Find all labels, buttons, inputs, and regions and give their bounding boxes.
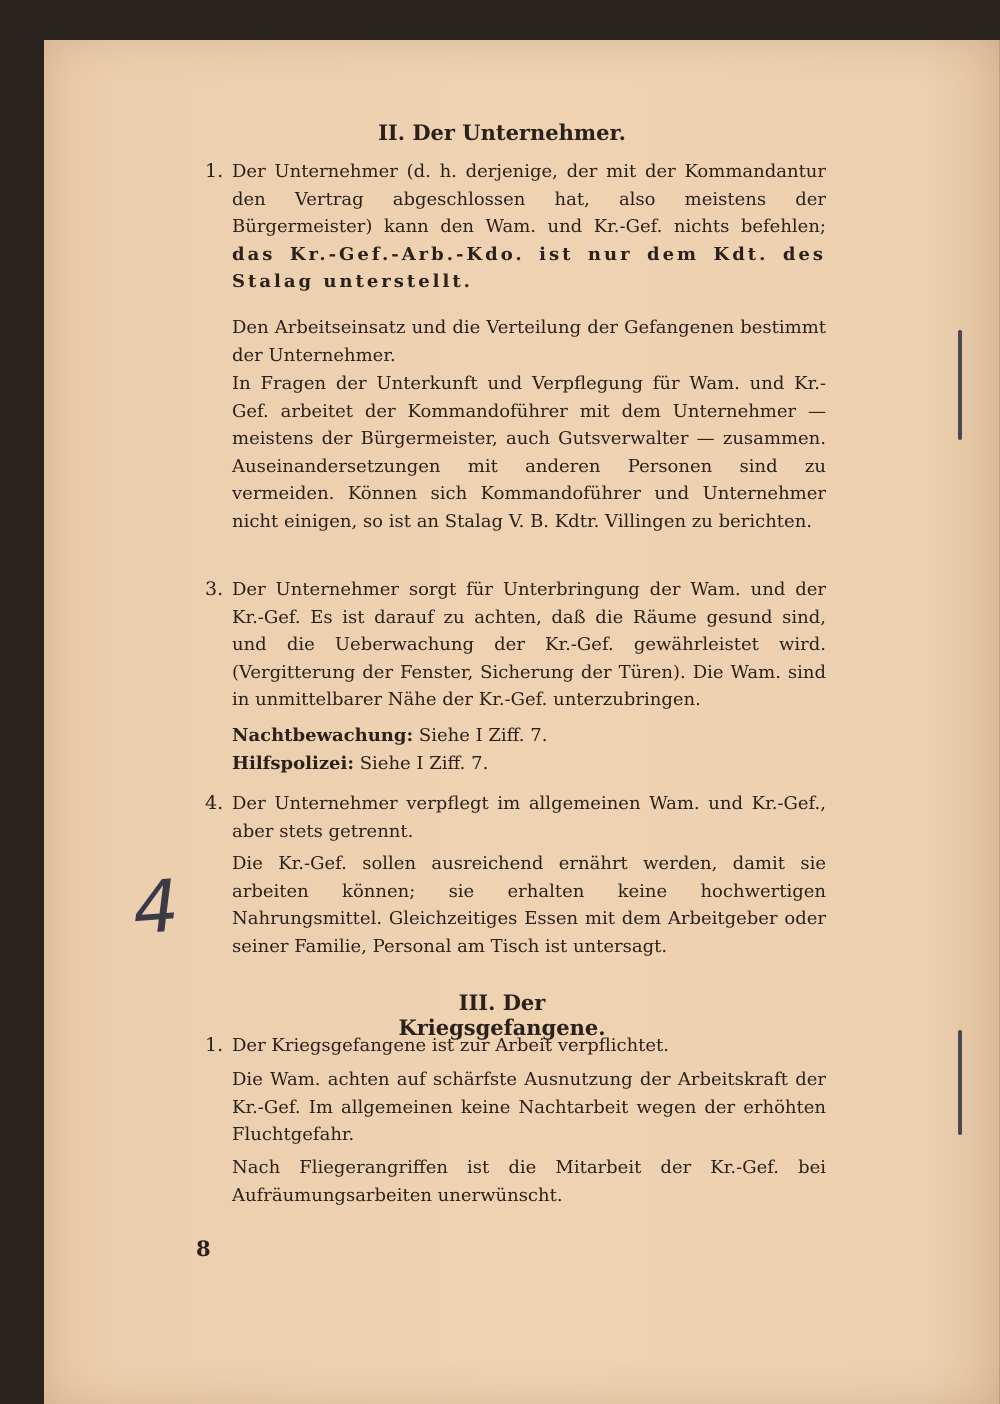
paragraph: Nach Fliegerangriffen ist die Mitarbeit der Kr.-Gef. bei Aufräumungsarbeiten unerwünscht. [232, 1157, 826, 1206]
paragraph: Die Kr.-Gef. sollen ausreichend ernährt werden, damit sie arbeiten können; sie erhalten keine hochwertigen Nahrungsmittel. Gleichzeitiges Essen mit dem Arbeitgeber oder seiner Familie, Personal am Tisch ist untersagt. [232, 853, 826, 957]
paragraph [232, 158, 826, 296]
page-number: 8 [196, 1236, 211, 1261]
section-2-heading [372, 120, 632, 145]
item-number: 4. [205, 792, 224, 814]
section-2-number: II. [378, 120, 406, 145]
paragraph: Die Wam. achten auf schärfste Ausnutzung der Arbeitskraft der Kr.-Gef. Im allgemeinen keine Nachtarbeit wegen der erhöhten Fluchtgefahr. [232, 1069, 826, 1145]
paragraph [232, 750, 826, 778]
staple-bottom [958, 1030, 962, 1135]
paragraph: Der Unternehmer verpflegt im allgemeinen Wam. und Kr.-Gef., aber stets getrennt. [232, 793, 826, 842]
handwritten-number: 4 [130, 863, 182, 951]
paragraph [232, 722, 826, 750]
item-number: 3. [205, 578, 224, 600]
emphasized-text: das Kr.-Gef.-Arb.-Kdo. ist nur dem Kdt. des Stalag unterstellt. [232, 243, 826, 292]
staple-top [958, 330, 962, 440]
label-text: Siehe I Ziff. 7. [418, 725, 548, 746]
paragraph: Den Arbeitseinsatz und die Verteilung der Gefangenen bestimmt der Unternehmer. [232, 317, 826, 366]
paragraph: Der Unternehmer sorgt für Unterbringung der Wam. und der Kr.-Gef. Es ist darauf zu achten, daß die Räume gesund sind, und die Ueberwachung der Kr.-Gef. gewährleistet wird. (Vergitterung der Fenster, Sicherung der Türen). Die Wam. sind in unmittelbarer Nähe der Kr.-Gef. unterzubringen. [232, 579, 826, 710]
paragraph-text: Der Unternehmer (d. h. derjenige, der mit der Kommandantur den Vertrag abgeschlossen hat, also meistens der Bürgermeister) kann den Wam. und Kr.-Gef. nichts befehlen; [232, 161, 826, 237]
item-number: 1. [205, 160, 224, 182]
label-nachtbewachung: Nachtbewachung: [232, 725, 414, 746]
label-text: Siehe I Ziff. 7. [359, 753, 489, 774]
paragraph: Der Kriegsgefangene ist zur Arbeit verpflichtet. [232, 1035, 670, 1056]
item-number: 1. [205, 1034, 224, 1056]
section-3-title: Der Kriegsgefangene. [398, 990, 606, 1040]
paragraph: In Fragen der Unterkunft und Verpflegung für Wam. und Kr.-Gef. arbeitet der Kommandoführer mit dem Unternehmer — meistens der Bürgermeister, auch Gutsverwalter — zusammen. Auseinandersetzungen mit anderen Personen sind zu vermeiden. Können sich Kommandoführer und Unternehmer nicht einigen, so ist an Stalag V. B. Kdtr. Villingen zu berichten. [232, 373, 826, 532]
section-3-number: III. [458, 990, 496, 1015]
label-hilfspolizei: Hilfspolizei: [232, 753, 354, 774]
section-2-title: Der Unternehmer. [412, 120, 626, 145]
